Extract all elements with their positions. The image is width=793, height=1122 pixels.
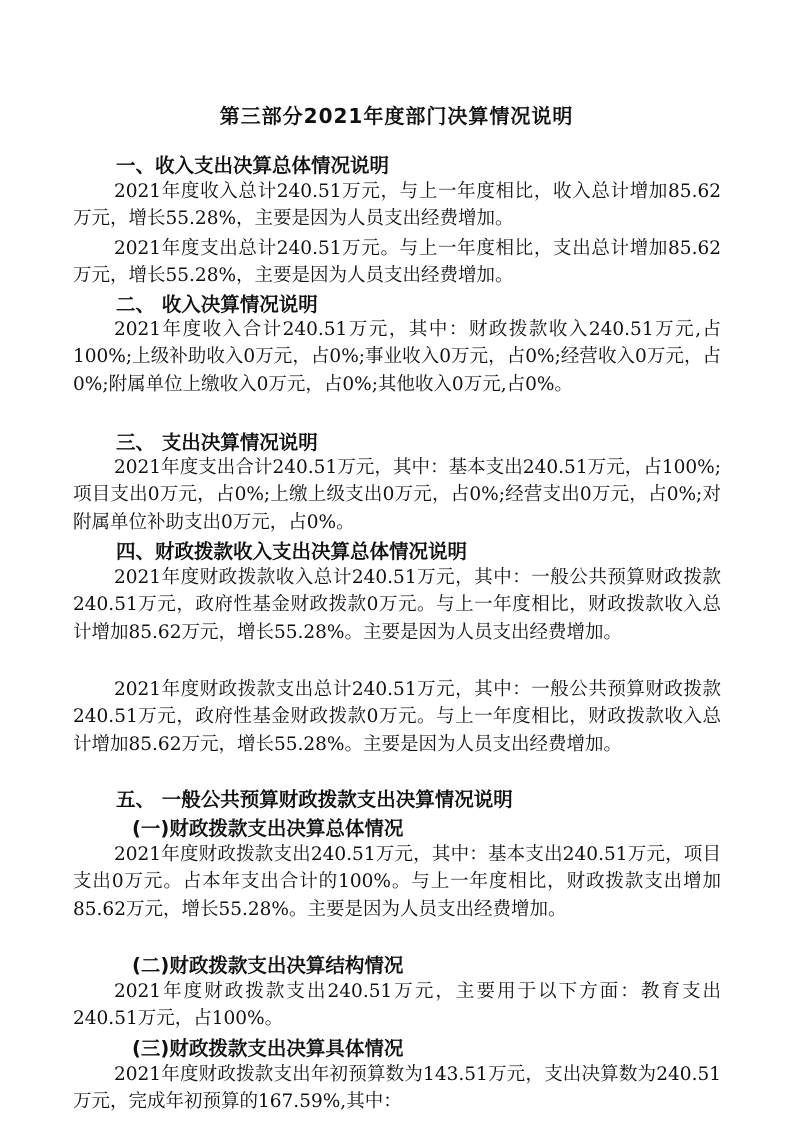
section-1-paragraph-2: 2021年度支出总计240.51万元。与上一年度相比，支出总计增加85.62万元，增长55.28%，主要是因为人员支出经费增加。 — [73, 238, 721, 287]
subsection-heading-2: (二)财政拨款支出决算结构情况 — [132, 954, 404, 977]
section-4-paragraph-2: 2021年度财政拨款支出总计240.51万元，其中：一般公共预算财政拨款240.51万元，政府性基金财政拨款0万元。与上一年度相比，财政拨款收入总计增加85.62万元，增长55.28%。主要是因为人员支出经费增加。 — [73, 679, 721, 755]
section-4-paragraph-1: 2021年度财政拨款收入总计240.51万元，其中：一般公共预算财政拨款240.51万元，政府性基金财政拨款0万元。与上一年度相比，财政拨款收入总计增加85.62万元，增长55.28%。主要是因为人员支出经费增加。 — [73, 567, 721, 643]
section-heading-5: 五、 一般公共预算财政拨款支出决算情况说明 — [116, 788, 513, 811]
subsection-heading-1: (一)财政拨款支出决算总体情况 — [132, 817, 404, 840]
section-3-paragraph-1: 2021年度支出合计240.51万元，其中：基本支出240.51万元，占100%;项目支出0万元，占0%;上缴上级支出0万元，占0%;经营支出0万元，占0%;对附属单位补助支出0万元，占0%。 — [73, 457, 721, 533]
section-heading-2: 二、 收入决算情况说明 — [116, 293, 318, 316]
subsection-2-paragraph: 2021年度财政拨款支出240.51万元，主要用于以下方面：教育支出240.51万元，占100%。 — [73, 981, 721, 1030]
subsection-1-paragraph: 2021年度财政拨款支出240.51万元，其中：基本支出240.51万元，项目支出0万元。占本年支出合计的100%。与上一年度相比，财政拨款支出增加85.62万元，增长55.28%。主要是因为人员支出经费增加。 — [73, 844, 721, 920]
section-heading-3: 三、 支出决算情况说明 — [116, 431, 318, 454]
section-heading-1: 一、收入支出决算总体情况说明 — [116, 154, 390, 177]
subsection-3-paragraph: 2021年度财政拨款支出年初预算数为143.51万元，支出决算数为240.51万元，完成年初预算的167.59%,其中： — [73, 1064, 721, 1113]
section-1-paragraph-1: 2021年度收入总计240.51万元，与上一年度相比，收入总计增加85.62万元，增长55.28%，主要是因为人员支出经费增加。 — [73, 181, 721, 230]
section-heading-4: 四、财政拨款收入支出决算总体情况说明 — [116, 540, 468, 563]
page-title: 第三部分2021年度部门决算情况说明 — [219, 104, 574, 128]
section-2-paragraph-1: 2021年度收入合计240.51万元，其中：财政拨款收入240.51万元,占100%;上级补助收入0万元，占0%;事业收入0万元，占0%;经营收入0万元，占0%;附属单位上缴收入0万元，占0%;其他收入0万元,占0%。 — [73, 319, 721, 395]
subsection-heading-3: (三)财政拨款支出决算具体情况 — [132, 1037, 404, 1060]
